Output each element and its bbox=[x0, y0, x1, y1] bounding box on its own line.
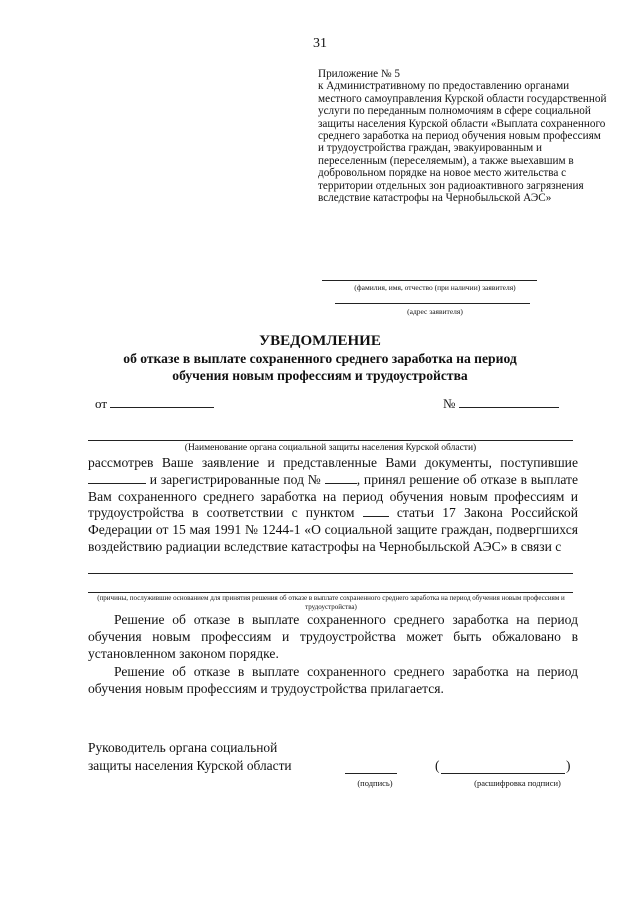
appendix-text: к Административному по предоставлению органами местного самоуправления Курской области государственной услуги по переданным полномочиям в сфере социальной защиты населения Курской области «Выплата сохраненного среднего заработка на период обучения новым профессиям и трудоустройства граждан, эвакуированным и переселенным (переселяемым), а также выехавшим в добровольном порядке на новое место жительства с территории отдельных зон радиоактивного загрязнения вследствие катастрофы на Чернобыльской АЭС» bbox=[318, 80, 607, 205]
appeal-paragraph bbox=[88, 612, 578, 662]
date-field bbox=[95, 396, 214, 412]
notice-body bbox=[88, 455, 578, 556]
org-name-line[interactable] bbox=[88, 440, 573, 441]
clause-number-blank[interactable] bbox=[363, 505, 389, 517]
date-label: от bbox=[95, 396, 108, 411]
reasons-caption: (причины, послужившие основанием для принятия решения об отказе в выплате сохраненного среднего заработка на период обучения новым профессиям и трудоустройства) bbox=[97, 594, 565, 611]
signatory-role-line2: защиты населения Курской области bbox=[88, 758, 292, 773]
body-text-4: статьи 17 Закона Российской Федерации от 15 мая 1991 № 1244-1 «О социальной защите граждан, подвергшихся воздействию радиации вследствие катастрофы на Чернобыльской АЭС» в связи с bbox=[88, 505, 578, 554]
close-paren: ) bbox=[566, 758, 571, 773]
reasons-line-1[interactable] bbox=[88, 573, 573, 574]
body-text-2: и зарегистрированные под № bbox=[149, 471, 322, 487]
appeal-text: Решение об отказе в выплате сохраненного среднего заработка на период обучения новым профессиям и трудоустройства может быть обжаловано в установленном законом порядке. bbox=[88, 612, 578, 661]
org-name-caption: (Наименование органа социальной защиты населения Курской области) bbox=[184, 443, 477, 453]
signatory-role-line1: Руководитель органа социальной bbox=[88, 740, 278, 755]
signatory-role bbox=[88, 739, 292, 775]
registration-number-blank[interactable] bbox=[325, 472, 357, 484]
body-text-1: рассмотрев Ваше заявление и представленные Вами документы, поступившие bbox=[88, 455, 578, 470]
appendix-note bbox=[318, 68, 608, 204]
applicant-name-caption: (фамилия, имя, отчество (при наличии) заявителя) bbox=[354, 283, 516, 292]
received-date-blank[interactable] bbox=[88, 472, 146, 484]
date-blank[interactable] bbox=[110, 396, 214, 408]
open-paren: ( bbox=[435, 758, 440, 773]
attachment-paragraph bbox=[88, 664, 578, 698]
number-field bbox=[443, 396, 559, 412]
page-number: 31 bbox=[313, 36, 327, 51]
applicant-address-line[interactable] bbox=[335, 303, 530, 304]
document-subtitle: об отказе в выплате сохраненного среднего заработка на период обучения новым профессиям и трудоустройства bbox=[123, 351, 517, 383]
body-text-3: , принял решение об отказе в выплате Вам сохраненного среднего заработка на период обучения новым профессиям и трудоустройства в соответствии с пунктом bbox=[88, 471, 579, 521]
reasons-line-2[interactable] bbox=[88, 592, 573, 593]
applicant-address-caption: (адрес заявителя) bbox=[407, 307, 463, 316]
signature-caption: (подпись) bbox=[357, 778, 393, 788]
number-blank[interactable] bbox=[459, 396, 559, 408]
number-label: № bbox=[443, 396, 456, 411]
signature-line[interactable] bbox=[345, 773, 397, 774]
applicant-name-line[interactable] bbox=[322, 280, 537, 281]
signature-decode-caption: (расшифровка подписи) bbox=[474, 778, 561, 788]
document-title: УВЕДОМЛЕНИЕ bbox=[259, 333, 381, 349]
signature-decode-line[interactable] bbox=[441, 773, 565, 774]
attachment-text: Решение об отказе в выплате сохраненного среднего заработка на период обучения новым профессиям и трудоустройства прилагается. bbox=[88, 664, 578, 696]
appendix-title: Приложение № 5 bbox=[318, 68, 400, 80]
